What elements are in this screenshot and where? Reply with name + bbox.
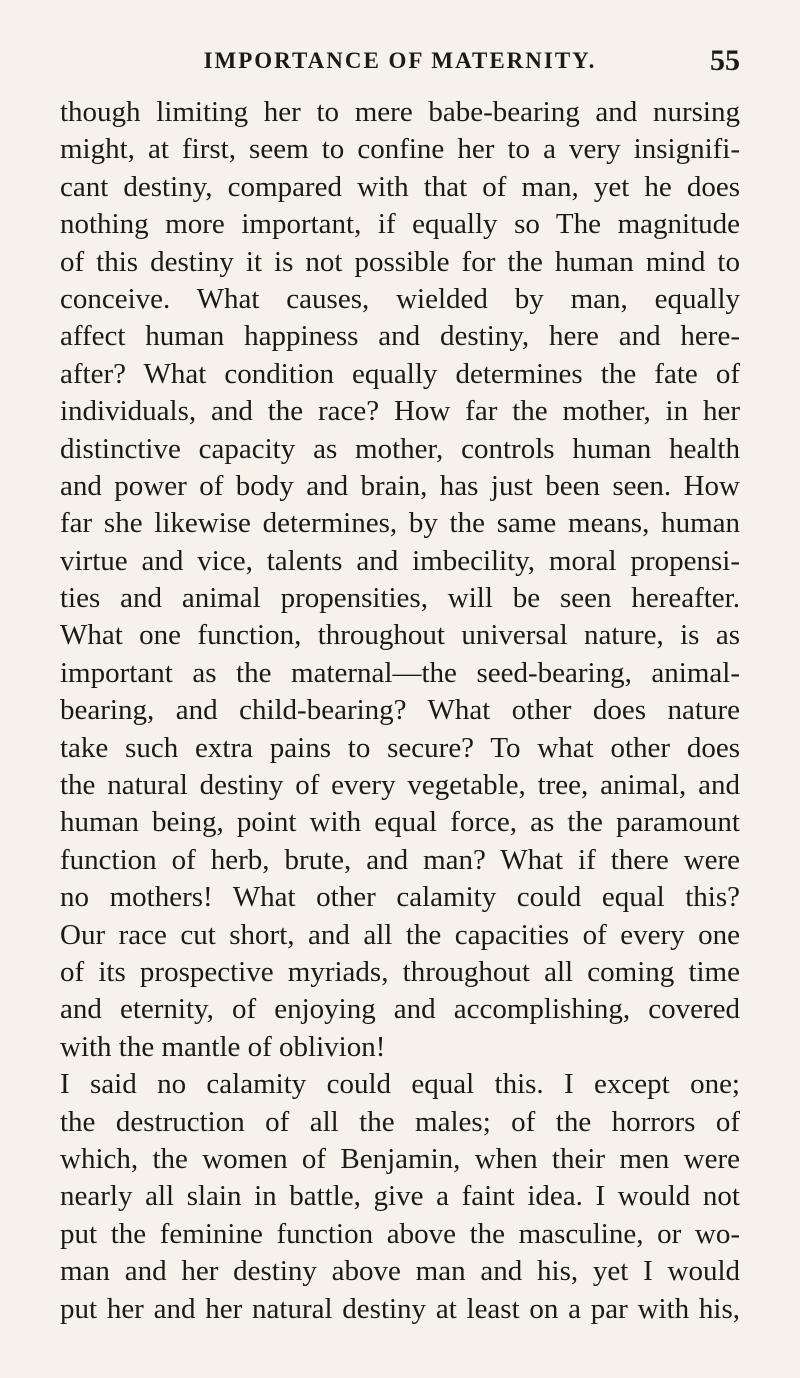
text-line: the natural destiny of every vegetable, tree, animal, and	[60, 769, 740, 802]
text-line: which, the women of Benjamin, when their men were	[60, 1142, 740, 1175]
text-line: no mothers! What other calamity could equal this?	[60, 881, 740, 914]
text-line: of its prospective myriads, throughout all coming time	[60, 955, 740, 988]
text-line: function of herb, brute, and man? What if there were	[60, 843, 740, 876]
text-line: ties and animal propensities, will be seen hereafter.	[60, 582, 740, 615]
text-line: important as the maternal—the seed-bearing, animal-	[60, 656, 740, 689]
text-line: nothing more important, if equally so The magnitude	[60, 208, 740, 241]
text-line: put the feminine function above the masculine, or wo-	[60, 1217, 740, 1250]
text-line: conceive. What causes, wielded by man, equally	[60, 282, 740, 315]
text-line: take such extra pains to secure? To what other does	[60, 731, 740, 764]
text-line: nearly all slain in battle, give a faint idea. I would not	[60, 1180, 740, 1213]
text-line: distinctive capacity as mother, controls human health	[60, 432, 740, 465]
text-line: put her and her natural destiny at least on a par with his,	[60, 1292, 740, 1325]
text-line: affect human happiness and destiny, here and here-	[60, 320, 740, 353]
page-header	[60, 44, 740, 84]
text-line: cant destiny, compared with that of man, yet he does	[60, 170, 740, 203]
text-line: and eternity, of enjoying and accomplishing, covered	[60, 993, 740, 1026]
text-line: man and her destiny above man and his, yet I would	[60, 1255, 740, 1288]
text-line: might, at first, seem to confine her to a very insignifi-	[60, 133, 740, 166]
text-line: bearing, and child-bearing? What other does nature	[60, 694, 740, 727]
body-text	[60, 94, 740, 1328]
text-line: and power of body and brain, has just been seen. How	[60, 469, 740, 502]
text-line: the destruction of all the males; of the horrors of	[60, 1105, 740, 1138]
text-line: human being, point with equal force, as the paramount	[60, 806, 740, 839]
text-line: of this destiny it is not possible for the human mind to	[60, 245, 740, 278]
text-line: though limiting her to mere babe-bearing and nursing	[60, 96, 740, 128]
text-line: Our race cut short, and all the capacities of every one	[60, 918, 740, 951]
text-line: after? What condition equally determines the fate of	[60, 357, 740, 390]
page-number: 55	[710, 44, 740, 77]
text-line: individuals, and the race? How far the mother, in her	[60, 395, 740, 428]
text-line: far she likewise determines, by the same means, human	[60, 507, 740, 540]
text-line: with the mantle of oblivion!	[60, 1030, 386, 1063]
text-line: I said no calamity could equal this. I except one;	[60, 1068, 740, 1101]
text-line: virtue and vice, talents and imbecility, moral propensi-	[60, 544, 740, 577]
text-line: What one function, throughout universal nature, is as	[60, 619, 740, 652]
running-title: IMPORTANCE OF MATERNITY.	[203, 48, 597, 73]
